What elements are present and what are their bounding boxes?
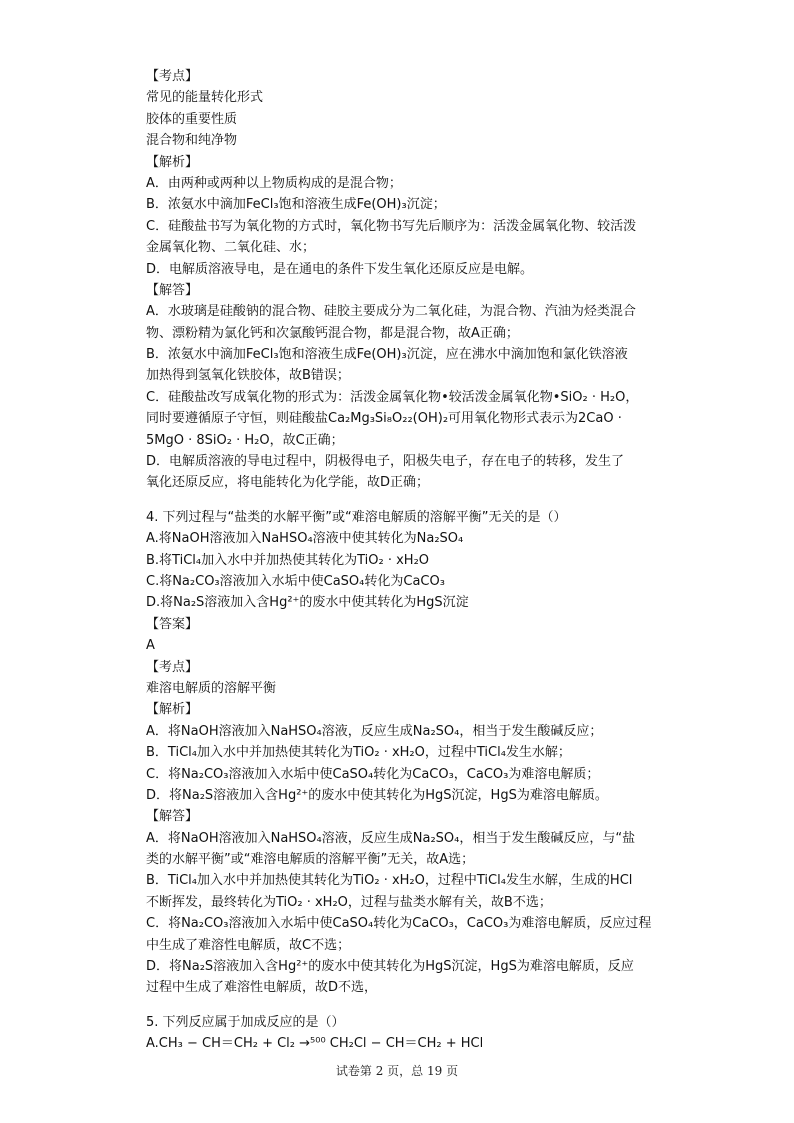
text-line: C．硅酸盐书写为氧化物的方式时，氧化物书写先后顺序为：活泼金属氧化物、较活泼 [146,218,637,234]
text-line: B．浓氨水中滴加FeCl₃饱和溶液生成Fe(OH)₃沉淀； [146,197,446,213]
text-line: A [146,638,155,654]
text-line: D．电解质溶液的导电过程中，阴极得电子，阳极失电子，存在电子的转移，发生了 [146,454,625,470]
text-line: 【答案】 [146,616,199,632]
text-line: C．硅酸盐改写成氧化物的形式为：活泼金属氧化物•较活泼金属氧化物•SiO₂ · H₂O， [146,389,639,405]
text-line: B．TiCl₄加入水中并加热使其转化为TiO₂ · xH₂O，过程中TiCl₄发生水解； [146,745,571,761]
text-line: D．将Na₂S溶液加入含Hg²⁺的废水中使其转化为HgS沉淀，HgS为难溶电解质，反应 [146,959,634,975]
text-line: 【解答】 [146,282,199,298]
text-line: 难溶电解质的溶解平衡 [146,680,277,696]
text-line: 【考点】 [146,659,199,675]
text-line: A．水玻璃是硅酸钠的混合物、硅胶主要成分为二氧化硅，为混合物、汽油为烃类混合 [146,304,636,320]
text-line: B.将TiCl₄加入水中并加热使其转化为TiO₂ · xH₂O [146,552,430,568]
paragraph-gap [146,999,686,1012]
text-line: A．由两种或两种以上物质构成的是混合物； [146,175,402,191]
text-line: 中生成了难溶性电解质，故C不选； [146,937,351,953]
document-body [146,66,686,1055]
text-line: D．电解质溶液导电，是在通电的条件下发生氧化还原反应是电解。 [146,261,534,277]
text-line: A．将NaOH溶液加入NaHSO₄溶液，反应生成Na₂SO₄，相当于发生酸碱反应，与“盐 [146,830,636,846]
text-line: 【解答】 [146,809,199,825]
text-line: 常见的能量转化形式 [146,90,264,106]
text-line: 4. 下列过程与“盐类的水解平衡”或“难溶电解质的溶解平衡”无关的是（） [146,509,567,525]
page-footer: 试卷第 2 页，总 19 页 [335,1064,459,1078]
text-line: 5MgO · 8SiO₂ · H₂O，故C正确； [146,432,344,448]
text-line: 【考点】 [146,69,199,84]
text-line: B．浓氨水中滴加FeCl₃饱和溶液生成Fe(OH)₃沉淀，应在沸水中滴加饱和氯化铁溶液 [146,347,628,363]
text-line: C．将Na₂CO₃溶液加入水垢中使CaSO₄转化为CaCO₃，CaCO₃为难溶电解质，反应过程 [146,916,652,932]
text-line: 混合物和纯净物 [146,133,238,149]
text-line: A.CH₃ − CH＝CH₂ + Cl₂ →⁵⁰⁰ CH₂Cl − CH＝CH₂ + HCl [146,1036,484,1052]
text-line: A．将NaOH溶液加入NaHSO₄溶液，反应生成Na₂SO₄，相当于发生酸碱反应； [146,723,603,739]
text-line: 类的水解平衡”或“难溶电解质的溶解平衡”无关，故A选； [146,852,475,868]
text-line: A.将NaOH溶液加入NaHSO₄溶液中使其转化为Na₂SO₄ [146,531,464,547]
text-line: D．将Na₂S溶液加入含Hg²⁺的废水中使其转化为HgS沉淀，HgS为难溶电解质。 [146,787,608,803]
paragraph-gap [146,494,686,507]
text-line: 胶体的重要性质 [146,111,238,127]
text-line: C．将Na₂CO₃溶液加入水垢中使CaSO₄转化为CaCO₃，CaCO₃为难溶电解质； [146,766,600,782]
text-line: C.将Na₂CO₃溶液加入水垢中使CaSO₄转化为CaCO₃ [146,573,445,589]
text-line: 加热得到氢氧化铁胶体，故B错误； [146,368,350,384]
text-line: B．TiCl₄加入水中并加热使其转化为TiO₂ · xH₂O，过程中TiCl₄发生水解，生成的HCl [146,873,633,889]
text-line: 物、漂粉精为氯化钙和次氯酸钙混合物，都是混合物，故A正确； [146,325,519,341]
text-line: 【解析】 [146,154,199,170]
text-line: D.将Na₂S溶液加入含Hg²⁺的废水中使其转化为HgS沉淀 [146,595,469,611]
text-line: 【解析】 [146,702,199,718]
text-line: 过程中生成了难溶性电解质，故D不选， [146,980,378,996]
text-line: 同时要遵循原子守恒，则硅酸盐Ca₂Mg₃Si₈O₂₂(OH)₂可用氧化物形式表示为2CaO · [146,411,622,427]
text-line: 不断挥发，最终转化为TiO₂ · xH₂O，过程与盐类水解有关，故B不选； [146,894,552,910]
text-line: 氧化还原反应，将电能转化为化学能，故D正确； [146,475,430,491]
text-line: 金属氧化物、二氧化硅、水； [146,240,316,256]
text-line: 5. 下列反应属于加成反应的是（） [146,1014,345,1030]
